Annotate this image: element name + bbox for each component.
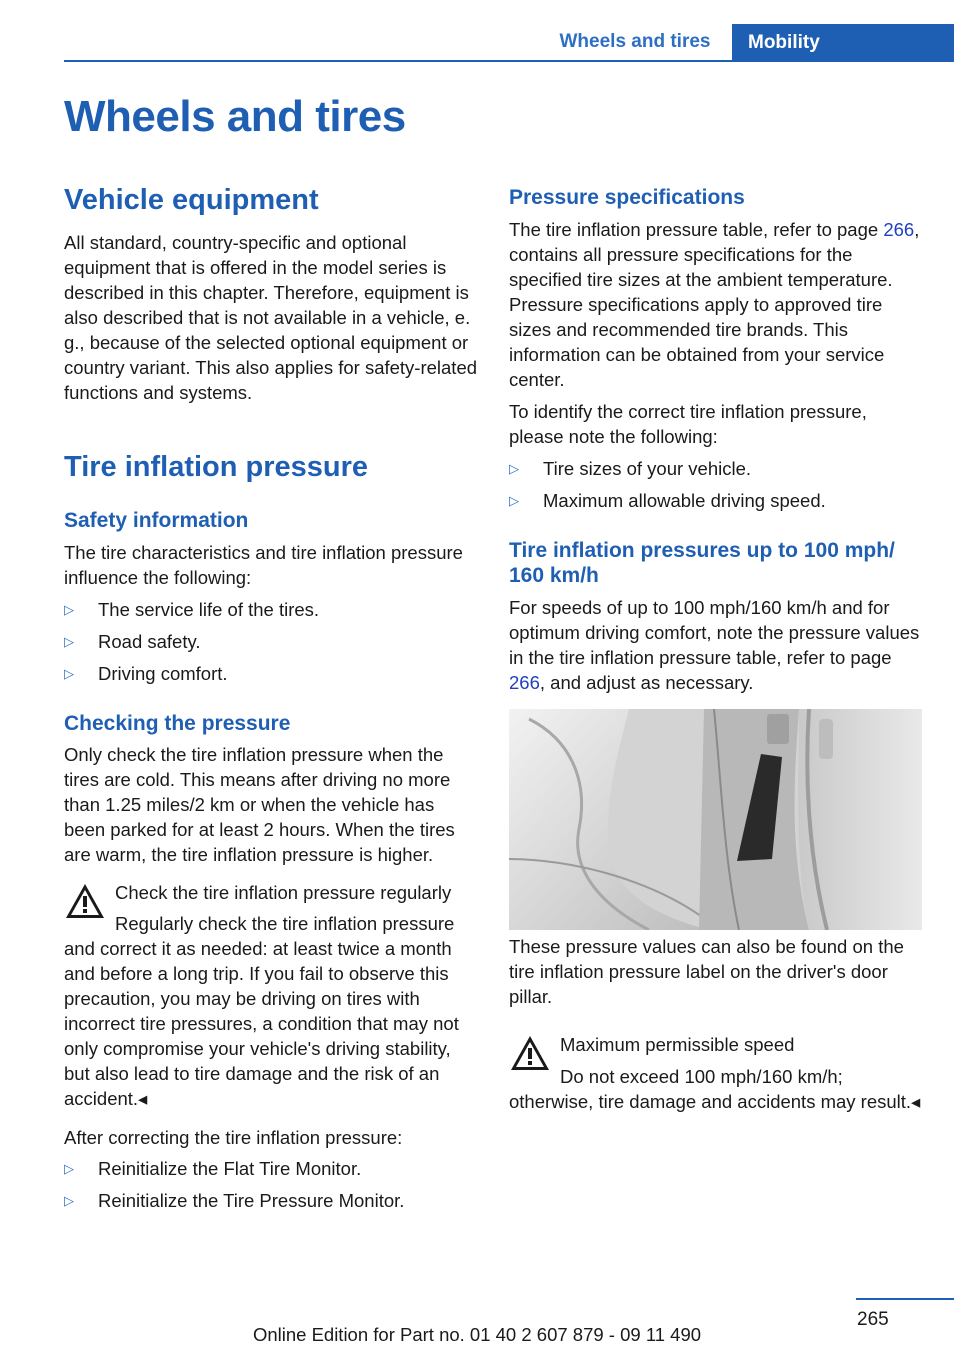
warning-text: Do not exceed 100 mph/160 km/h; otherwise, tire damage and accidents may result.◂	[509, 1066, 921, 1112]
safety-intro: The tire characteristics and tire inflation pressure influence the following:	[64, 542, 463, 588]
breadcrumb[interactable]: Wheels and tires	[559, 31, 711, 52]
triangle-bullet-icon: ▷	[64, 666, 74, 681]
triangle-bullet-icon: ▷	[64, 602, 74, 617]
door-pillar-photo	[509, 709, 922, 930]
heading-up-to-100mph: Tire inflation pressures up to 100 mph/ 160 km/h	[509, 539, 895, 587]
list-item: ▷ Driving comfort.	[64, 663, 228, 684]
heading-pressure-specifications: Pressure specifications	[509, 186, 745, 209]
warning-title: Check the tire inflation pressure regularly	[115, 882, 452, 903]
warning-title: Maximum permissible speed	[560, 1034, 795, 1055]
identify-list	[509, 456, 923, 520]
list-item: ▷ Reinitialize the Tire Pressure Monitor.	[64, 1190, 405, 1211]
footer-rule	[856, 1298, 954, 1300]
header-rule	[64, 60, 954, 62]
page-link-266[interactable]: 266	[509, 672, 540, 693]
list-item: ▷ Maximum allowable driving speed.	[509, 490, 826, 511]
after-correcting-intro: After correcting the tire inflation pressure:	[64, 1127, 403, 1148]
list-item: ▷ The service life of the tires.	[64, 599, 320, 620]
triangle-bullet-icon: ▷	[509, 461, 519, 476]
photo-caption: These pressure values can also be found on the tire inflation pressure label on the driver's door pillar.	[509, 936, 904, 1007]
heading-safety-information: Safety information	[64, 509, 249, 532]
identify-text: To identify the correct tire inflation pressure, please note the following:	[509, 401, 867, 447]
heading-vehicle-equipment: Vehicle equipment	[64, 184, 319, 216]
list-item: ▷ Road safety.	[64, 631, 201, 652]
triangle-bullet-icon: ▷	[509, 493, 519, 508]
section-tab-mobility[interactable]: Mobility	[732, 24, 954, 62]
triangle-bullet-icon: ▷	[64, 1161, 74, 1176]
triangle-bullet-icon: ▷	[64, 634, 74, 649]
triangle-bullet-icon: ▷	[64, 1193, 74, 1208]
after-correcting-list	[64, 1156, 478, 1220]
page-number: 265	[857, 1309, 889, 1330]
safety-list	[64, 597, 478, 693]
list-item: ▷ Reinitialize the Flat Tire Monitor.	[64, 1158, 362, 1179]
page-link-266[interactable]: 266	[883, 219, 915, 240]
pressure-specs-text: The tire inflation pressure table, refer to page 266, contains all pressure specifications for the specified tire sizes at the ambient temperature. Pressure specifications apply to approved tire sizes and recommended tire brands. This information can be obtained from your service center.	[509, 219, 920, 390]
warning-text: Regularly check the tire inflation pressure and correct it as needed: at least twice a month and before a long trip. If you fail to observe this precaution, you may be driving on tires with incorrect tire pressures, a condition that may not only compromise your vehicle's driving stability, but also lead to tire damage and the risk of an accident.◂	[64, 913, 459, 1109]
vehicle-equipment-text: All standard, country-specific and optional equipment that is offered in the model series is described in this chapter. Therefore, equipment is also described that is not available in a vehicle, e. g., because of the selected optional equipment or country variant. This also applies for safety-related functions and systems.	[64, 232, 478, 403]
edition-footer: Online Edition for Part no. 01 40 2 607 879 - 09 11 490	[252, 1324, 702, 1345]
up-to-100-text: For speeds of up to 100 mph/160 km/h and for optimum driving comfort, note the pressure values in the tire inflation pressure table, refer to page 266, and adjust as necessary.	[509, 597, 920, 693]
heading-checking-pressure: Checking the pressure	[64, 712, 291, 735]
heading-tire-inflation-pressure: Tire inflation pressure	[64, 451, 369, 483]
checking-text: Only check the tire inflation pressure when the tires are cold. This means after driving no more than 1.25 miles/2 km or when the vehicle has been parked for at least 2 hours. When the tires are warm, the tire inflation pressure is higher.	[64, 744, 455, 865]
list-item: ▷ Tire sizes of your vehicle.	[509, 458, 752, 479]
door-pillar-illustration	[509, 709, 922, 930]
page-title: Wheels and tires	[64, 92, 406, 141]
